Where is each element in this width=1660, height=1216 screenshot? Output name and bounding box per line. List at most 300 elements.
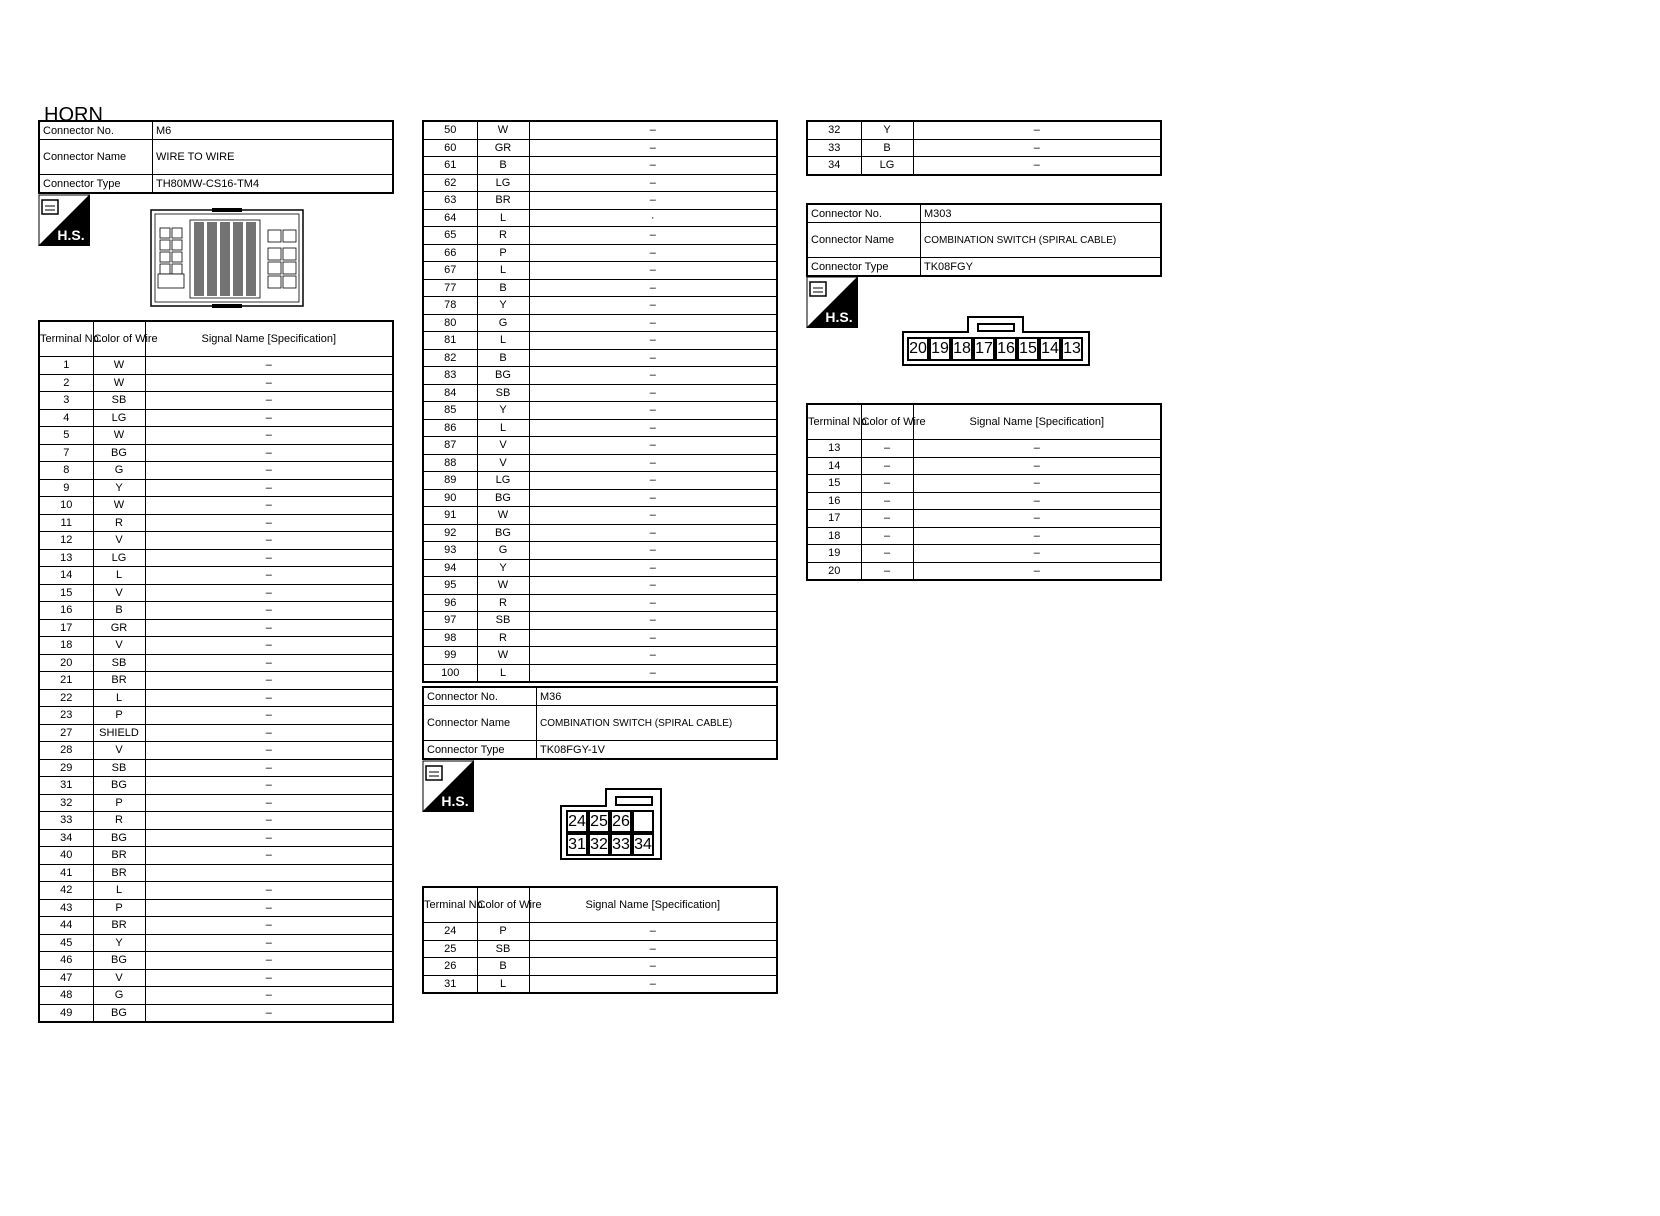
wire-color-cell: BG	[93, 952, 145, 970]
col-signal-header: Signal Name [Specification]	[529, 887, 777, 923]
wire-color-cell: BG	[93, 1004, 145, 1022]
terminal-no-cell: 77	[423, 279, 477, 297]
table-row	[423, 157, 777, 175]
connector-name-value: COMBINATION SWITCH (SPIRAL CABLE)	[537, 706, 778, 741]
wire-color-cell: V	[93, 584, 145, 602]
pin-cell: 19	[929, 337, 951, 361]
table-row	[423, 192, 777, 210]
table-row	[423, 244, 777, 262]
signal-name-cell: –	[145, 514, 393, 532]
table-row	[423, 174, 777, 192]
connector-m303-header	[806, 203, 1162, 277]
terminal-no-cell: 16	[807, 492, 861, 510]
wire-color-cell: P	[93, 707, 145, 725]
pin-cell: 25	[588, 810, 610, 833]
wire-color-cell: LG	[477, 472, 529, 490]
table-row	[423, 419, 777, 437]
wire-color-cell: –	[861, 562, 913, 580]
terminal-no-cell: 13	[807, 440, 861, 458]
table-row	[807, 139, 1161, 157]
connector-name-label: Connector Name	[39, 140, 153, 175]
terminal-no-cell: 46	[39, 952, 93, 970]
connector-type-value: TH80MW-CS16-TM4	[153, 175, 394, 194]
signal-name-cell: –	[913, 510, 1161, 528]
table-row	[807, 157, 1161, 175]
signal-name-cell: –	[145, 794, 393, 812]
terminal-no-cell: 60	[423, 139, 477, 157]
terminal-no-cell: 41	[39, 864, 93, 882]
signal-name-cell	[145, 864, 393, 882]
pin-cell: 13	[1061, 337, 1083, 361]
wire-color-cell: LG	[93, 549, 145, 567]
terminal-no-cell: 45	[39, 934, 93, 952]
table-row	[39, 462, 393, 480]
table-row	[423, 940, 777, 958]
connector-no-label: Connector No.	[807, 204, 921, 223]
signal-name-cell: ·	[529, 209, 777, 227]
table-row	[423, 402, 777, 420]
table-row	[39, 707, 393, 725]
signal-name-cell: –	[529, 647, 777, 665]
wire-color-cell: BG	[477, 489, 529, 507]
terminal-no-cell: 48	[39, 987, 93, 1005]
table-row	[39, 829, 393, 847]
terminal-no-cell: 40	[39, 847, 93, 865]
signal-name-cell: –	[529, 349, 777, 367]
table-row	[423, 664, 777, 682]
table-row	[423, 594, 777, 612]
signal-name-cell: –	[145, 444, 393, 462]
wire-color-cell: LG	[93, 409, 145, 427]
table-row	[39, 497, 393, 515]
table-row	[807, 545, 1161, 563]
wire-color-cell: V	[477, 437, 529, 455]
wire-color-cell: R	[477, 227, 529, 245]
wire-color-cell: –	[861, 545, 913, 563]
table-row	[39, 899, 393, 917]
signal-name-cell: –	[529, 314, 777, 332]
signal-name-cell: –	[145, 759, 393, 777]
signal-name-cell: –	[145, 392, 393, 410]
table-row	[423, 297, 777, 315]
wire-color-cell: G	[477, 314, 529, 332]
table-row	[807, 121, 1161, 139]
terminal-no-cell: 65	[423, 227, 477, 245]
signal-name-cell: –	[145, 899, 393, 917]
wire-color-cell: L	[477, 664, 529, 682]
signal-name-cell: –	[913, 492, 1161, 510]
table-row	[807, 562, 1161, 580]
signal-name-cell: –	[145, 987, 393, 1005]
wire-color-cell: W	[477, 647, 529, 665]
connector-m303-face	[902, 316, 1090, 366]
wire-color-cell: SB	[93, 392, 145, 410]
terminal-no-cell: 23	[39, 707, 93, 725]
signal-name-cell: –	[529, 489, 777, 507]
terminal-table-m303	[806, 403, 1162, 581]
signal-name-cell: –	[145, 707, 393, 725]
wire-color-cell: L	[477, 262, 529, 280]
table-row	[423, 629, 777, 647]
terminal-no-cell: 29	[39, 759, 93, 777]
signal-name-cell: –	[145, 602, 393, 620]
wire-color-cell: Y	[477, 297, 529, 315]
connector-no-label: Connector No.	[39, 121, 153, 140]
signal-name-cell: –	[529, 192, 777, 210]
signal-name-cell: –	[913, 457, 1161, 475]
harness-side-icon	[806, 276, 858, 328]
signal-name-cell: –	[145, 654, 393, 672]
wire-color-cell: B	[93, 602, 145, 620]
table-row	[39, 847, 393, 865]
pin-cell	[632, 810, 654, 833]
wire-color-cell: Y	[861, 121, 913, 139]
table-row	[39, 654, 393, 672]
wire-color-cell: Y	[93, 479, 145, 497]
pin-cell: 31	[566, 833, 588, 856]
wire-color-cell: V	[93, 637, 145, 655]
connector-type-value: TK08FGY	[921, 258, 1162, 277]
table-row	[39, 672, 393, 690]
table-row	[39, 427, 393, 445]
signal-name-cell: –	[145, 1004, 393, 1022]
wire-color-cell: –	[861, 457, 913, 475]
wire-color-cell: BR	[93, 672, 145, 690]
pin-cell: 15	[1017, 337, 1039, 361]
terminal-no-cell: 82	[423, 349, 477, 367]
col-color-header: Color of Wire	[93, 321, 145, 357]
connector-type-label: Connector Type	[423, 741, 537, 760]
signal-name-cell: –	[529, 629, 777, 647]
signal-name-cell: –	[913, 562, 1161, 580]
table-row	[39, 987, 393, 1005]
connector-name-value: COMBINATION SWITCH (SPIRAL CABLE)	[921, 223, 1162, 258]
connector-m6-header	[38, 120, 394, 194]
pin-cell: 34	[632, 833, 654, 856]
terminal-table-m6-part1	[38, 320, 394, 1023]
terminal-no-cell: 61	[423, 157, 477, 175]
signal-name-cell: –	[145, 637, 393, 655]
signal-name-cell: –	[145, 777, 393, 795]
signal-name-cell: –	[913, 121, 1161, 139]
table-row	[807, 510, 1161, 528]
terminal-no-cell: 33	[39, 812, 93, 830]
terminal-no-cell: 49	[39, 1004, 93, 1022]
table-row	[39, 952, 393, 970]
signal-name-cell: –	[529, 437, 777, 455]
terminal-no-cell: 97	[423, 612, 477, 630]
signal-name-cell: –	[145, 829, 393, 847]
connector-no-label: Connector No.	[423, 687, 537, 706]
terminal-no-cell: 100	[423, 664, 477, 682]
wire-color-cell: W	[477, 121, 529, 139]
table-row	[39, 532, 393, 550]
signal-name-cell: –	[145, 584, 393, 602]
signal-name-cell: –	[529, 542, 777, 560]
signal-name-cell: –	[145, 567, 393, 585]
wire-color-cell: LG	[861, 157, 913, 175]
wire-color-cell: R	[93, 812, 145, 830]
pin-cell: 18	[951, 337, 973, 361]
terminal-no-cell: 91	[423, 507, 477, 525]
signal-name-cell: –	[529, 384, 777, 402]
wire-color-cell: W	[93, 427, 145, 445]
table-row	[423, 384, 777, 402]
col-signal-header: Signal Name [Specification]	[913, 404, 1161, 440]
wire-color-cell: W	[93, 497, 145, 515]
signal-name-cell: –	[145, 532, 393, 550]
table-row	[39, 882, 393, 900]
wire-color-cell: L	[93, 567, 145, 585]
terminal-no-cell: 83	[423, 367, 477, 385]
terminal-no-cell: 78	[423, 297, 477, 315]
wire-color-cell: SB	[477, 612, 529, 630]
terminal-no-cell: 10	[39, 497, 93, 515]
table-row	[39, 1004, 393, 1022]
table-row	[423, 279, 777, 297]
wire-color-cell: R	[477, 629, 529, 647]
signal-name-cell: –	[529, 975, 777, 993]
signal-name-cell: –	[529, 958, 777, 976]
signal-name-cell: –	[529, 559, 777, 577]
terminal-table-m36	[422, 886, 778, 994]
terminal-no-cell: 22	[39, 689, 93, 707]
signal-name-cell: –	[145, 479, 393, 497]
signal-name-cell: –	[529, 279, 777, 297]
signal-name-cell: –	[145, 917, 393, 935]
signal-name-cell: –	[145, 882, 393, 900]
terminal-no-cell: 90	[423, 489, 477, 507]
wire-color-cell: L	[477, 332, 529, 350]
terminal-no-cell: 17	[39, 619, 93, 637]
terminal-no-cell: 18	[807, 527, 861, 545]
terminal-no-cell: 96	[423, 594, 477, 612]
terminal-no-cell: 34	[807, 157, 861, 175]
connector-no-value: M36	[537, 687, 778, 706]
table-row	[423, 524, 777, 542]
terminal-no-cell: 85	[423, 402, 477, 420]
harness-side-icon	[422, 760, 474, 812]
terminal-no-cell: 62	[423, 174, 477, 192]
signal-name-cell: –	[529, 297, 777, 315]
table-row	[39, 514, 393, 532]
terminal-no-cell: 98	[423, 629, 477, 647]
terminal-no-cell: 32	[807, 121, 861, 139]
harness-side-icon	[38, 194, 90, 246]
wire-color-cell: B	[477, 958, 529, 976]
table-row	[39, 637, 393, 655]
terminal-no-cell: 34	[39, 829, 93, 847]
terminal-no-cell: 43	[39, 899, 93, 917]
terminal-no-cell: 33	[807, 139, 861, 157]
wire-color-cell: Y	[477, 402, 529, 420]
table-row	[807, 440, 1161, 458]
table-row	[423, 139, 777, 157]
wire-color-cell: G	[93, 987, 145, 1005]
signal-name-cell: –	[145, 847, 393, 865]
connector-m36-header	[422, 686, 778, 760]
wire-color-cell: L	[477, 209, 529, 227]
signal-name-cell: –	[145, 812, 393, 830]
pin-cell: 24	[566, 810, 588, 833]
terminal-no-cell: 8	[39, 462, 93, 480]
terminal-no-cell: 94	[423, 559, 477, 577]
wire-color-cell: G	[93, 462, 145, 480]
signal-name-cell: –	[529, 472, 777, 490]
signal-name-cell: –	[145, 934, 393, 952]
hs-label: H.S.	[825, 309, 853, 325]
connector-name-value: WIRE TO WIRE	[153, 140, 394, 175]
terminal-no-cell: 1	[39, 357, 93, 375]
terminal-no-cell: 28	[39, 742, 93, 760]
table-row	[39, 392, 393, 410]
connector-no-value: M6	[153, 121, 394, 140]
wire-color-cell: –	[861, 510, 913, 528]
table-row	[39, 602, 393, 620]
wire-color-cell: W	[93, 357, 145, 375]
table-row	[423, 227, 777, 245]
signal-name-cell: –	[145, 742, 393, 760]
terminal-no-cell: 17	[807, 510, 861, 528]
signal-name-cell: –	[529, 174, 777, 192]
connector-type-label: Connector Type	[807, 258, 921, 277]
terminal-no-cell: 50	[423, 121, 477, 139]
connector-m6-face-icon	[150, 208, 304, 308]
connector-type-label: Connector Type	[39, 175, 153, 194]
table-row	[39, 374, 393, 392]
wire-color-cell: GR	[477, 139, 529, 157]
wire-color-cell: Y	[93, 934, 145, 952]
wire-color-cell: BG	[93, 777, 145, 795]
wire-color-cell: L	[477, 419, 529, 437]
table-row	[39, 689, 393, 707]
terminal-no-cell: 86	[423, 419, 477, 437]
table-row	[423, 349, 777, 367]
terminal-no-cell: 93	[423, 542, 477, 560]
terminal-no-cell: 5	[39, 427, 93, 445]
wire-color-cell: R	[477, 594, 529, 612]
wire-color-cell: SB	[477, 940, 529, 958]
signal-name-cell: –	[145, 462, 393, 480]
table-row	[39, 812, 393, 830]
table-row	[423, 958, 777, 976]
table-row	[423, 489, 777, 507]
signal-name-cell: –	[529, 507, 777, 525]
signal-name-cell: –	[529, 157, 777, 175]
signal-name-cell: –	[529, 332, 777, 350]
table-row	[423, 612, 777, 630]
signal-name-cell: –	[529, 139, 777, 157]
terminal-no-cell: 80	[423, 314, 477, 332]
connector-no-value: M303	[921, 204, 1162, 223]
signal-name-cell: –	[529, 940, 777, 958]
signal-name-cell: –	[145, 969, 393, 987]
terminal-no-cell: 87	[423, 437, 477, 455]
wire-color-cell: P	[93, 899, 145, 917]
terminal-no-cell: 25	[423, 940, 477, 958]
terminal-no-cell: 19	[807, 545, 861, 563]
signal-name-cell: –	[145, 619, 393, 637]
terminal-no-cell: 47	[39, 969, 93, 987]
col-signal-header: Signal Name [Specification]	[145, 321, 393, 357]
table-row	[39, 549, 393, 567]
terminal-no-cell: 89	[423, 472, 477, 490]
terminal-no-cell: 88	[423, 454, 477, 472]
connector-name-label: Connector Name	[807, 223, 921, 258]
wire-color-cell: B	[477, 157, 529, 175]
signal-name-cell: –	[913, 545, 1161, 563]
signal-name-cell: –	[145, 549, 393, 567]
wire-color-cell: –	[861, 440, 913, 458]
col-terminal-header: Terminal No.	[39, 321, 93, 357]
table-row	[423, 577, 777, 595]
terminal-no-cell: 14	[807, 457, 861, 475]
table-row	[39, 444, 393, 462]
wire-color-cell: BR	[93, 847, 145, 865]
signal-name-cell: –	[529, 577, 777, 595]
terminal-no-cell: 32	[39, 794, 93, 812]
wire-color-cell: P	[93, 794, 145, 812]
wire-color-cell: SHIELD	[93, 724, 145, 742]
terminal-no-cell: 44	[39, 917, 93, 935]
table-row	[39, 917, 393, 935]
wire-color-cell: BG	[477, 524, 529, 542]
table-row	[807, 475, 1161, 493]
table-row	[39, 584, 393, 602]
table-row	[423, 437, 777, 455]
terminal-no-cell: 15	[39, 584, 93, 602]
pin-cell: 16	[995, 337, 1017, 361]
terminal-no-cell: 31	[423, 975, 477, 993]
terminal-no-cell: 3	[39, 392, 93, 410]
table-row	[39, 479, 393, 497]
signal-name-cell: –	[145, 497, 393, 515]
terminal-no-cell: 4	[39, 409, 93, 427]
table-row	[39, 969, 393, 987]
pin-cell: 33	[610, 833, 632, 856]
terminal-no-cell: 7	[39, 444, 93, 462]
terminal-no-cell: 63	[423, 192, 477, 210]
table-row	[423, 314, 777, 332]
connector-type-value: TK08FGY-1V	[537, 741, 778, 760]
wire-color-cell: B	[861, 139, 913, 157]
terminal-no-cell: 12	[39, 532, 93, 550]
signal-name-cell: –	[145, 672, 393, 690]
table-row	[423, 332, 777, 350]
table-row	[423, 559, 777, 577]
col-color-header: Color of Wire	[477, 887, 529, 923]
signal-name-cell: –	[145, 374, 393, 392]
table-row	[423, 507, 777, 525]
table-row	[39, 864, 393, 882]
terminal-no-cell: 9	[39, 479, 93, 497]
connector-m36-face	[560, 788, 662, 860]
wire-color-cell: L	[93, 689, 145, 707]
table-row	[423, 209, 777, 227]
wire-color-cell: V	[93, 532, 145, 550]
wire-color-cell: SB	[477, 384, 529, 402]
wire-color-cell: BG	[477, 367, 529, 385]
terminal-no-cell: 13	[39, 549, 93, 567]
signal-name-cell: –	[529, 594, 777, 612]
connector-name-label: Connector Name	[423, 706, 537, 741]
terminal-no-cell: 66	[423, 244, 477, 262]
table-row	[807, 457, 1161, 475]
terminal-no-cell: 26	[423, 958, 477, 976]
signal-name-cell: –	[913, 440, 1161, 458]
terminal-no-cell: 2	[39, 374, 93, 392]
wire-color-cell: Y	[477, 559, 529, 577]
